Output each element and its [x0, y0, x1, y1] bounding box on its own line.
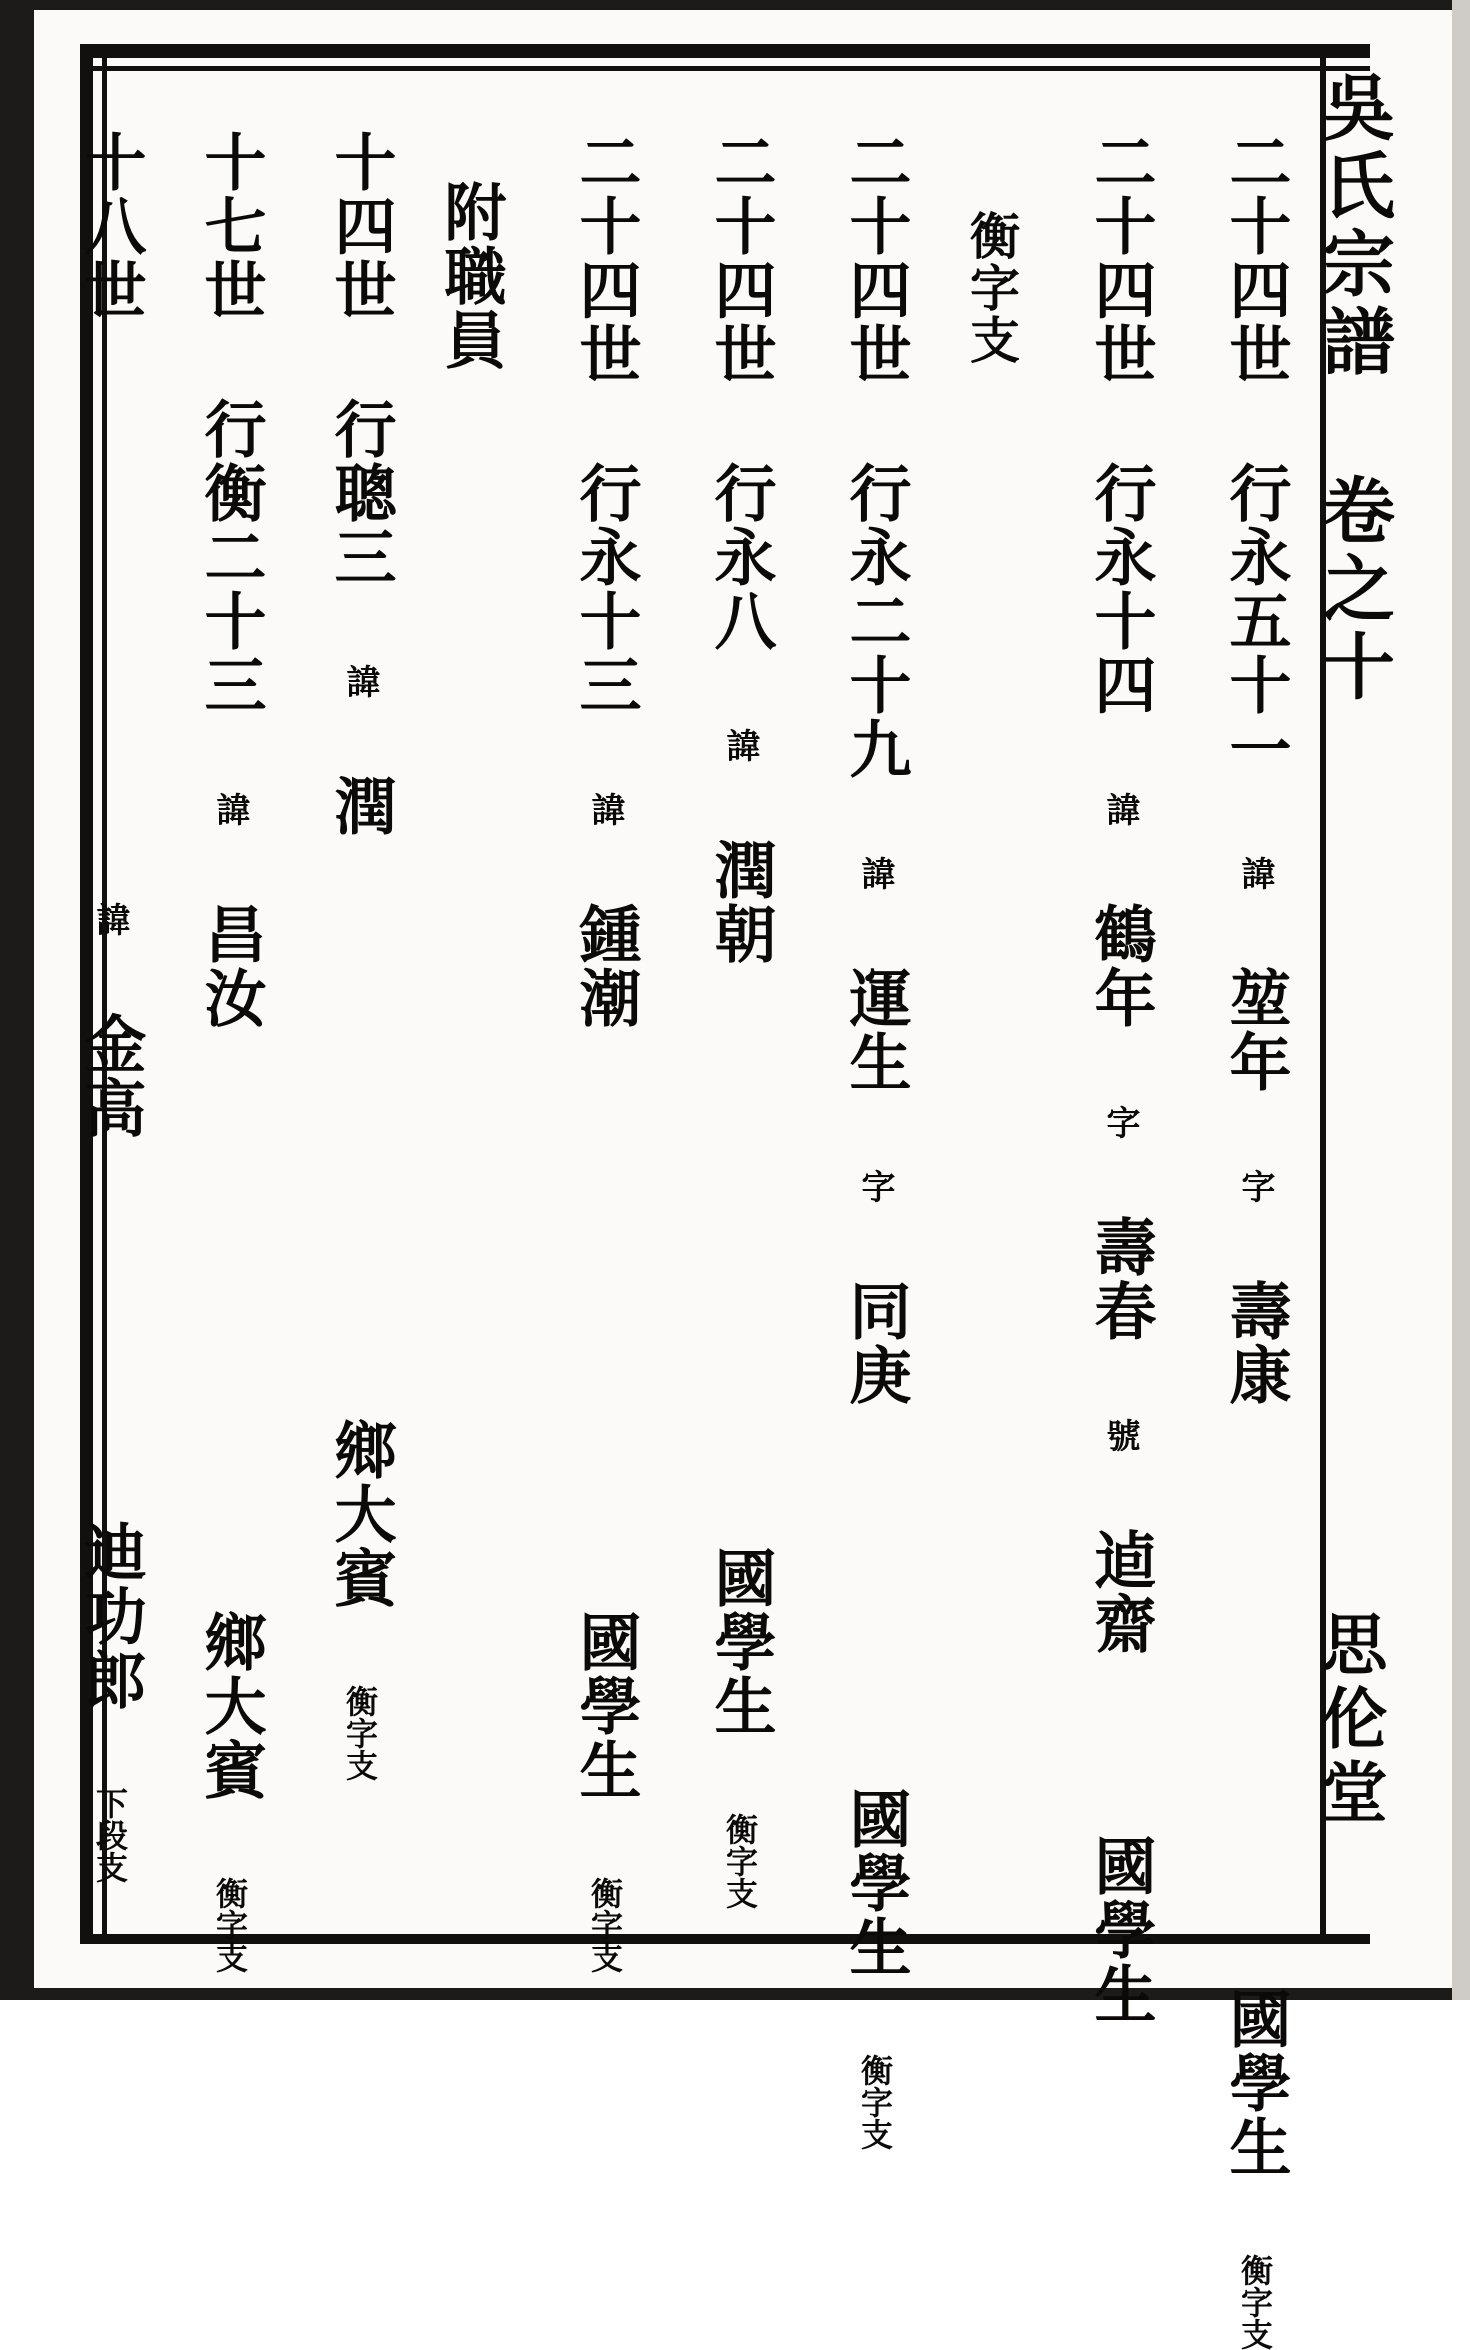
border-top-thin: [80, 66, 1370, 71]
lineage-label: 行聰三: [324, 397, 397, 589]
person-name: 潤朝: [704, 838, 777, 966]
generation-label: 十八世: [74, 130, 147, 322]
scan-edge-left: [0, 0, 34, 2000]
name-marker: 諱: [210, 792, 250, 827]
hao-marker: 號: [1100, 1418, 1140, 1453]
name-marker: 諱: [1100, 792, 1140, 827]
genealogy-entry-column: [74, 130, 147, 1890]
generation-label: 二十四世: [1084, 130, 1157, 386]
style-name: 壽康: [1219, 1279, 1292, 1407]
lineage-label: 行永五十一: [1219, 461, 1292, 781]
branch-note: 衡字支: [1236, 2254, 1274, 2350]
genealogy-entry-column: [839, 130, 912, 2150]
generation-label: 二十四世: [1219, 130, 1292, 386]
generation-label: 十四世: [324, 130, 397, 322]
style-name: 同庚: [839, 1279, 912, 1407]
lineage-label: 行永二十九: [839, 461, 912, 781]
status-title: 國學生: [704, 1546, 777, 1738]
branch-header: 衡字支: [962, 210, 1021, 366]
status-title: 鄉大賓: [194, 1610, 267, 1802]
person-name: 運生: [839, 966, 912, 1094]
border-bottom: [80, 1934, 1370, 1944]
generation-label: 二十四世: [704, 130, 777, 386]
border-top-thick: [80, 44, 1370, 58]
person-name: 堃年: [1219, 966, 1292, 1094]
hall-name: 思伦堂: [1310, 1610, 1388, 1832]
section-header-column: [434, 180, 507, 1940]
branch-header-column: [962, 210, 1021, 1970]
genealogy-entry-column: [1084, 130, 1157, 2026]
section-header: 附職員: [434, 180, 507, 372]
status-title: 國學生: [569, 1610, 642, 1802]
hao-name: 逌齋: [1084, 1528, 1157, 1656]
name-marker: 諱: [340, 664, 380, 699]
person-name: 昌汝: [194, 902, 267, 1030]
person-name: 鍾潮: [569, 902, 642, 1030]
genealogy-entry-column: [569, 130, 642, 1973]
branch-note: 衡字支: [856, 2054, 894, 2150]
person-name: 金高: [74, 1012, 147, 1140]
paper-surface: [34, 10, 1452, 2350]
style-marker: 字: [1100, 1105, 1140, 1140]
genealogy-entry-column: [704, 130, 777, 1909]
name-marker: 諱: [855, 856, 895, 891]
name-marker: 諱: [1235, 856, 1275, 891]
generation-label: 二十四世: [839, 130, 912, 386]
generation-label: 二十四世: [569, 130, 642, 386]
name-marker: 諱: [720, 728, 760, 763]
lineage-label: 行永十四: [1084, 461, 1157, 717]
status-title: 國學生: [1219, 1987, 1292, 2179]
style-marker: 字: [1235, 1169, 1275, 1204]
lineage-label: 行衡二十三: [194, 397, 267, 717]
running-title: 吳氏宗譜 卷之十: [1311, 70, 1396, 707]
generation-label: 十七世: [194, 130, 267, 322]
scan-edge-right: [1452, 0, 1470, 2000]
status-title: 國學生: [839, 1787, 912, 1979]
lineage-label: 行永八: [704, 461, 777, 653]
name-marker: 諱: [585, 792, 625, 827]
scan-edge-top: [0, 0, 1470, 10]
genealogy-entry-column: [194, 130, 267, 1973]
genealogy-entry-column: [1219, 130, 1292, 2350]
status-title: 迪功郎: [74, 1520, 147, 1712]
branch-note: 下段支: [91, 1787, 129, 1883]
style-marker: 字: [855, 1169, 895, 1204]
name-marker: 諱: [90, 902, 130, 937]
branch-note: 衡字支: [341, 1685, 379, 1781]
lineage-label: 行永十三: [569, 461, 642, 717]
branch-note: 衡字支: [586, 1877, 624, 1973]
status-title: 鄉大賓: [324, 1418, 397, 1610]
person-name: 潤: [324, 774, 397, 838]
status-title: 國學生: [1084, 1834, 1157, 2026]
person-name: 鶴年: [1084, 902, 1157, 1030]
branch-note: 衡字支: [721, 1813, 759, 1909]
style-name: 壽春: [1084, 1215, 1157, 1343]
genealogy-entry-column: [324, 130, 397, 1890]
branch-note: 衡字支: [211, 1877, 249, 1973]
